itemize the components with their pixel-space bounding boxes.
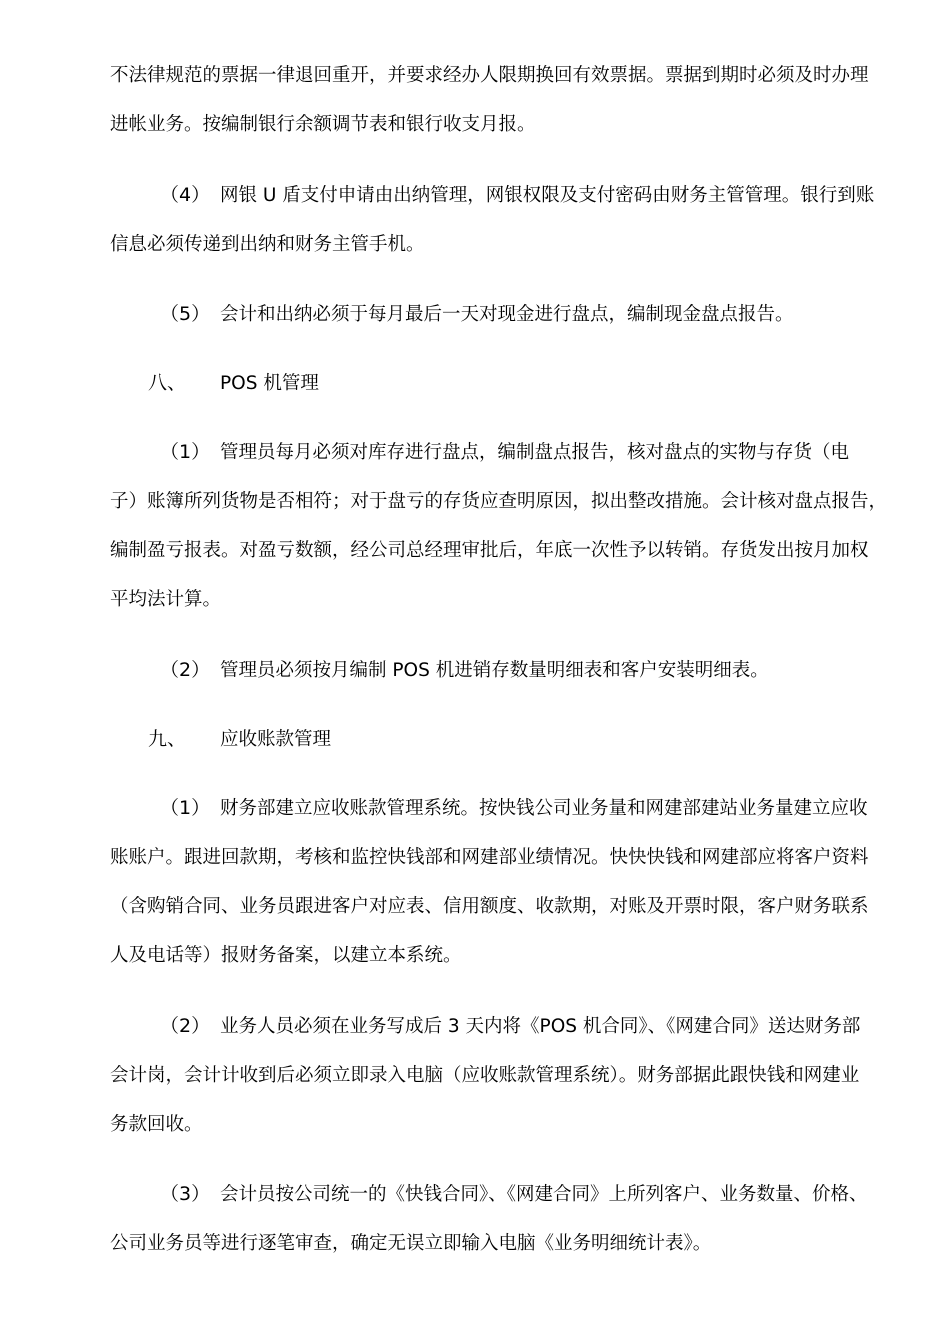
item-1-receivables-system xyxy=(110,784,910,980)
item-1-inventory xyxy=(110,428,910,624)
text-line: 管理员每月必须对库存进行盘点，编制盘点报告，核对盘点的实物与存货（电 xyxy=(220,442,850,463)
section-heading-pos xyxy=(110,359,910,408)
text-line: 会计和出纳必须于每月最后一天对现金进行盘点，编制现金盘点报告。 xyxy=(220,304,794,325)
text-line: 编制盈亏报表。对盈亏数额，经公司总经理审批后，年底一次性予以转销。存货发出按月加权 xyxy=(110,540,869,561)
text-line: 不法律规范的票据一律退回重开，并要求经办人限期换回有效票据。票据到期时必须及时办理 xyxy=(110,65,869,86)
item-first-line xyxy=(110,784,910,833)
section-heading-receivables xyxy=(110,715,910,764)
text-line: 子）账簿所列货物是否相符；对于盘亏的存货应查明原因，拟出整改措施。会计核对盘点报告， xyxy=(110,491,888,512)
heading-line xyxy=(110,715,910,764)
text-line: 会计员按公司统一的《快钱合同》、《网建合同》上所列客户、业务数量、价格、 xyxy=(220,1184,868,1205)
text-line: 公司业务员等进行逐笔审查，确定无误立即输入电脑《业务明细统计表》。 xyxy=(110,1233,712,1254)
heading-line xyxy=(110,359,910,408)
item-first-line xyxy=(110,1002,910,1051)
item-2-contracts xyxy=(110,1002,910,1149)
item-first-line xyxy=(110,1170,910,1219)
item-number: （3） xyxy=(160,1183,211,1205)
item-first-line xyxy=(110,171,910,220)
section-number: 八、 xyxy=(148,372,187,394)
text-line: 进帐业务。按编制银行余额调节表和银行收支月报。 xyxy=(110,114,536,135)
item-first-line xyxy=(110,646,910,695)
text-line: 网银 U 盾支付申请由出纳管理，网银权限及支付密码由财务主管管理。银行到账 xyxy=(220,185,875,206)
item-number: （5） xyxy=(160,303,211,325)
text-line: 务款回收。 xyxy=(110,1114,203,1135)
item-number: （2） xyxy=(160,659,211,681)
item-first-line xyxy=(110,428,910,477)
text-line: 平均法计算。 xyxy=(110,589,222,610)
section-number: 九、 xyxy=(148,728,187,750)
text-line: 业务人员必须在业务写成后 3 天内将《POS 机合同》、《网建合同》送达财务部 xyxy=(220,1016,861,1037)
section-title: 应收账款管理 xyxy=(220,729,332,750)
text-line: 人及电话等）报财务备案，以建立本系统。 xyxy=(110,945,462,966)
item-3-review xyxy=(110,1170,910,1268)
item-number: （1） xyxy=(160,441,211,463)
text-line: 管理员必须按月编制 POS 机进销存数量明细表和客户安装明细表。 xyxy=(220,660,769,681)
item-first-line xyxy=(110,290,910,339)
text-line: 财务部建立应收账款管理系统。按快钱公司业务量和网建部建站业务量建立应收 xyxy=(220,798,868,819)
item-4-online-banking xyxy=(110,171,910,269)
paragraph-bill-handling xyxy=(110,51,910,149)
text-line: 会计岗，会计计收到后必须立即录入电脑（应收账款管理系统）。财务部据此跟快钱和网建业 xyxy=(110,1065,860,1086)
item-number: （2） xyxy=(160,1015,211,1037)
text-line: 信息必须传递到出纳和财务主管手机。 xyxy=(110,234,425,255)
text-line: （含购销合同、业务员跟进客户对应表、信用额度、收款期，对账及开票时限，客户财务联系 xyxy=(110,896,869,917)
item-5-cash-count xyxy=(110,290,910,339)
section-title: POS 机管理 xyxy=(220,373,319,394)
text-line: 账账户。跟进回款期，考核和监控快钱部和网建部业绩情况。快快快钱和网建部应将客户资料 xyxy=(110,847,869,868)
item-number: （4） xyxy=(160,184,211,206)
item-2-pos-report xyxy=(110,646,910,695)
item-number: （1） xyxy=(160,797,211,819)
